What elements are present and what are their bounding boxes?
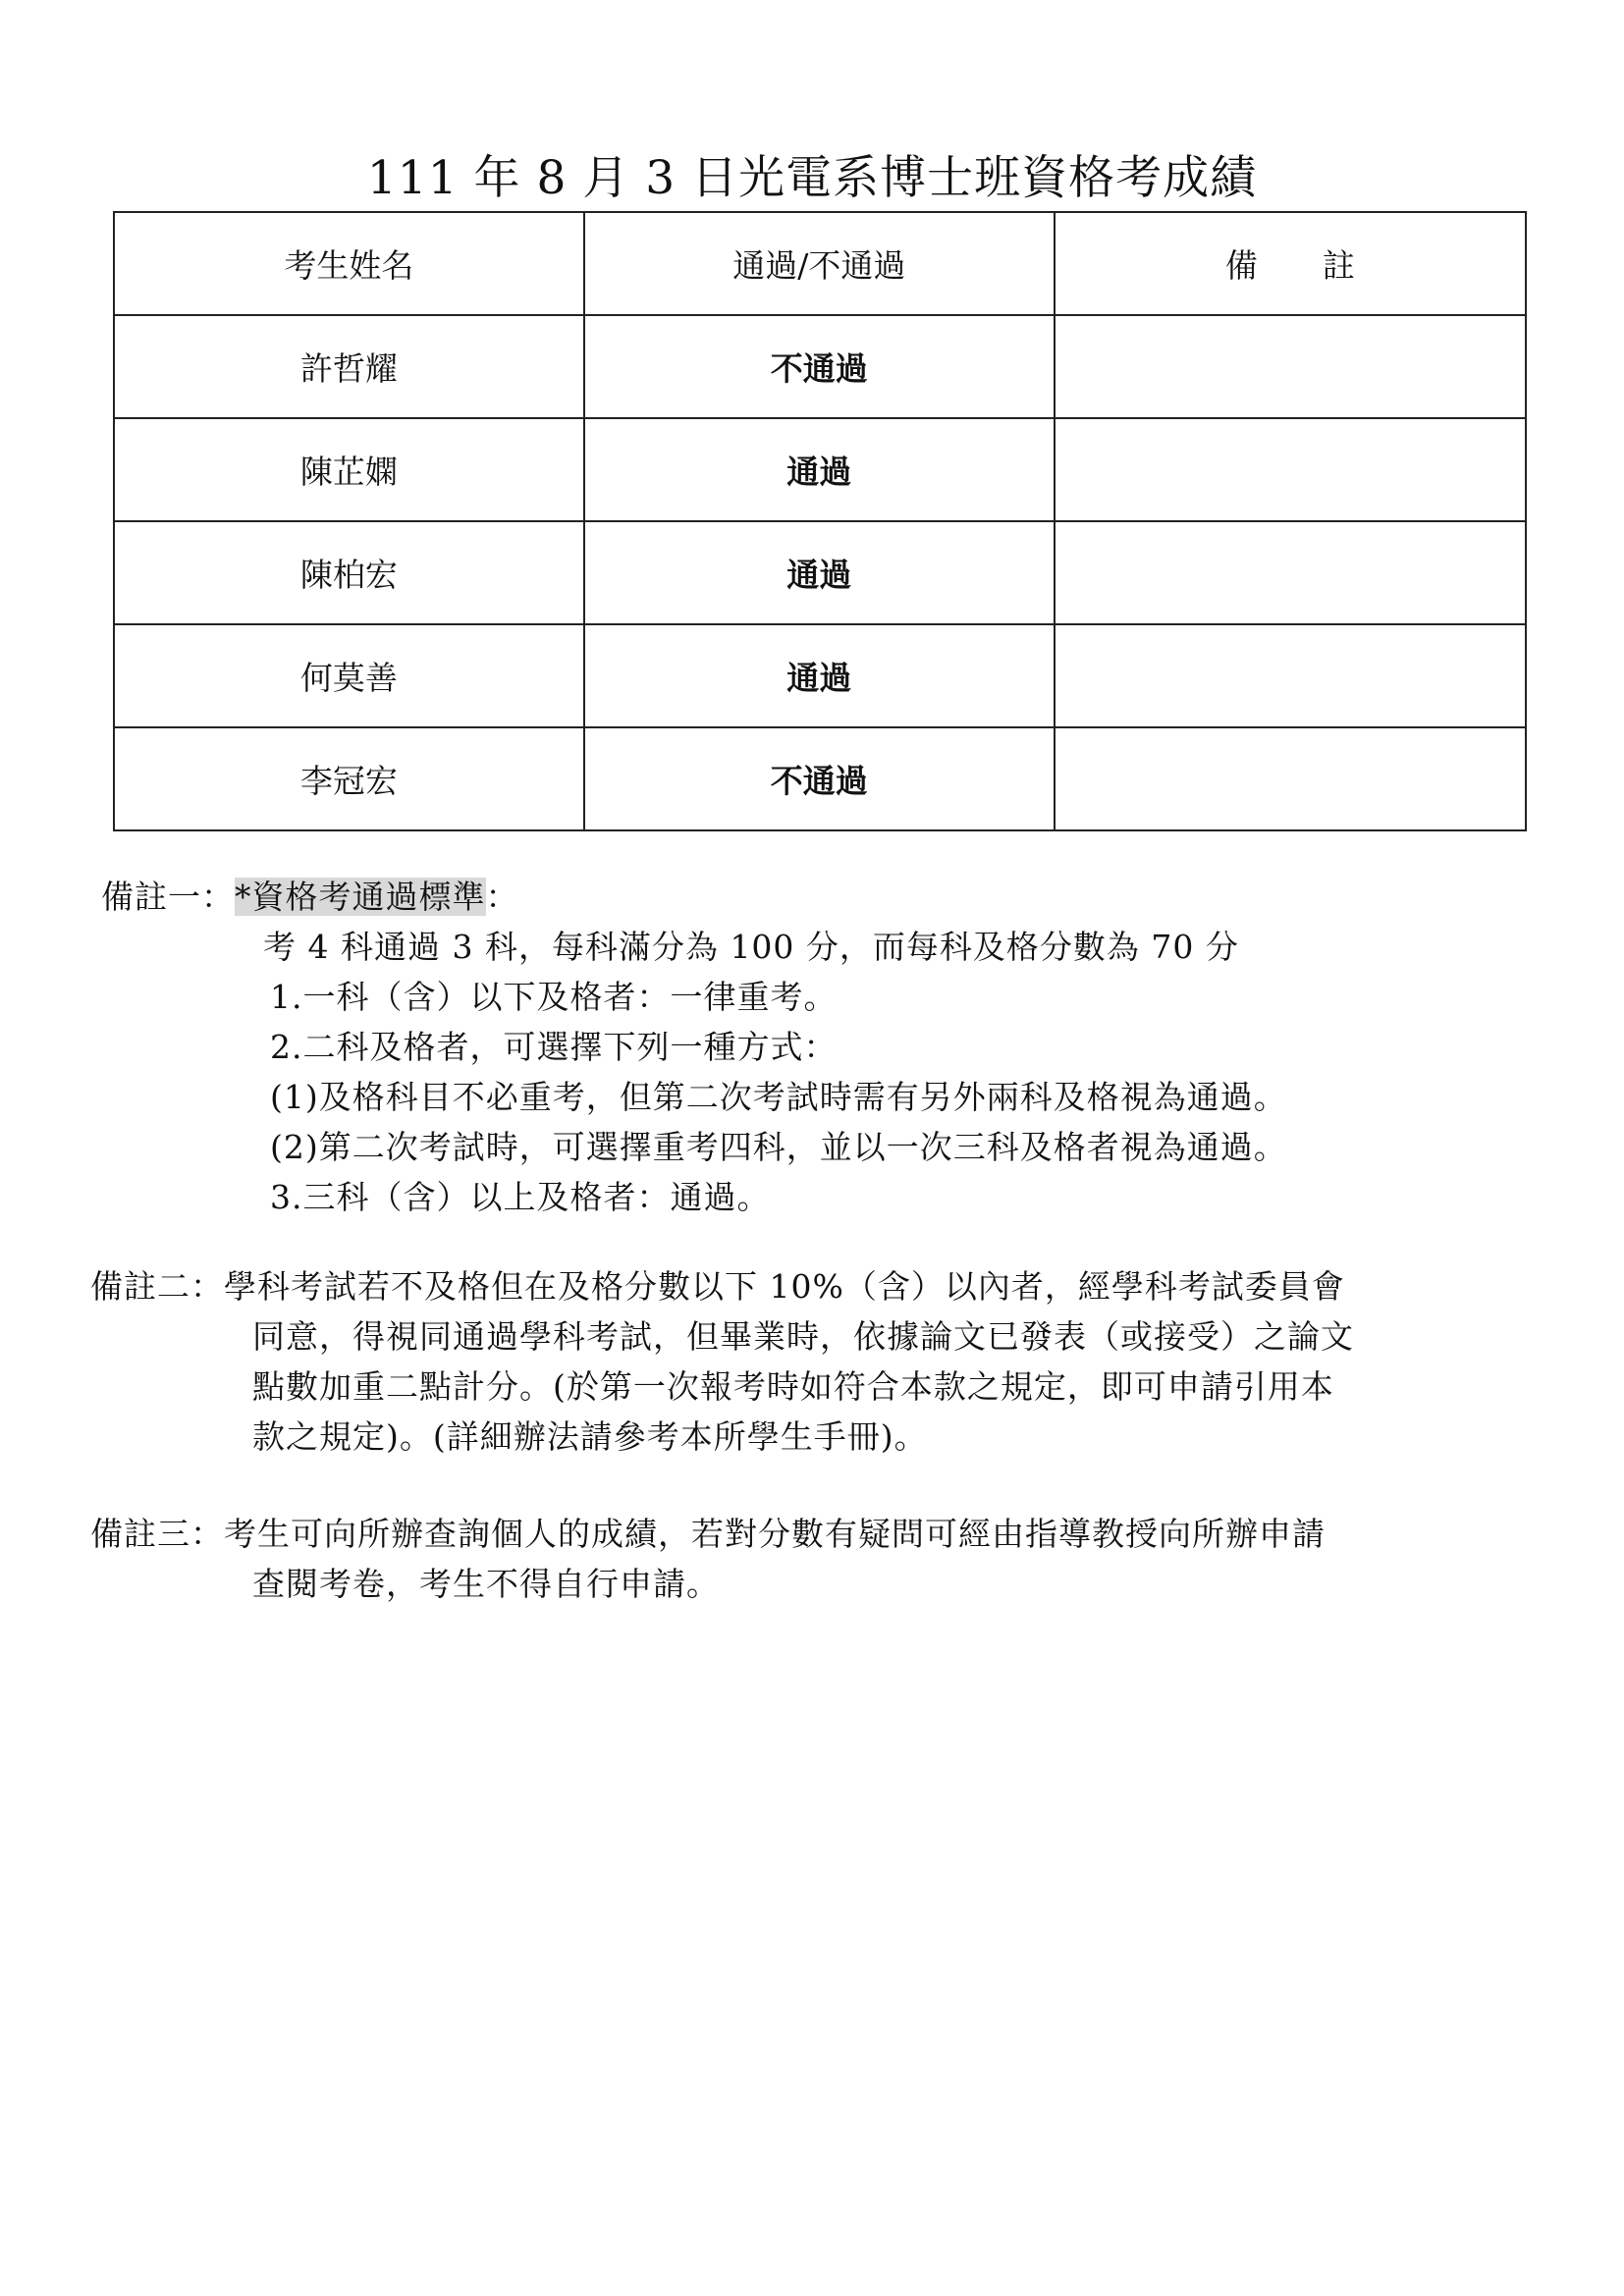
result-status: 通過	[584, 418, 1055, 521]
table-header-row	[114, 212, 1526, 315]
note-three-first-line	[90, 1509, 1534, 1559]
candidate-name: 陳芷嫻	[114, 418, 584, 521]
note-one-line: 2.二科及格者，可選擇下列一種方式：	[270, 1028, 838, 1066]
note-two-line: 點數加重二點計分。(於第一次報考時如符合本款之規定，即可申請引用本	[252, 1367, 1334, 1406]
column-header-remark: 備 註	[1055, 212, 1526, 315]
note-two	[90, 1261, 1534, 1462]
candidate-name: 陳柏宏	[114, 521, 584, 624]
remark-cell	[1055, 418, 1526, 521]
note-one-line: 3.三科（含）以上及格者：通過。	[270, 1178, 771, 1216]
note-two-first-line	[90, 1261, 1534, 1311]
candidate-name: 何莫善	[114, 624, 584, 727]
table-row	[114, 727, 1526, 830]
note-one-line: (2)第二次考試時，可選擇重考四科，並以一次三科及格者視為通過。	[270, 1128, 1287, 1166]
remark-cell	[1055, 624, 1526, 727]
remark-cell	[1055, 521, 1526, 624]
result-status: 通過	[584, 521, 1055, 624]
result-status: 不通過	[584, 315, 1055, 418]
table-row	[114, 418, 1526, 521]
results-table	[113, 211, 1527, 831]
note-three-label: 備註三：	[90, 1515, 224, 1553]
result-status: 不通過	[584, 727, 1055, 830]
note-one	[101, 872, 1287, 1222]
note-three-line: 考生可向所辦查詢個人的成績，若對分數有疑問可經由指導教授向所辦申請	[224, 1515, 1326, 1553]
note-three-line: 查閱考卷，考生不得自行申請。	[252, 1565, 720, 1603]
note-one-line: 1.一科（含）以下及格者：一律重考。	[270, 978, 838, 1016]
note-one-heading	[101, 872, 1287, 922]
candidate-name: 李冠宏	[114, 727, 584, 830]
column-header-result: 通過/不通過	[584, 212, 1055, 315]
note-one-line: 考 4 科通過 3 科，每科滿分為 100 分，而每科及格分數為 70 分	[263, 928, 1239, 966]
note-one-label: 備註一：	[101, 878, 235, 916]
table-row	[114, 315, 1526, 418]
candidate-name: 許哲耀	[114, 315, 584, 418]
table-row	[114, 624, 1526, 727]
remark-cell	[1055, 727, 1526, 830]
note-one-line: (1)及格科目不必重考，但第二次考試時需有另外兩科及格視為通過。	[270, 1078, 1287, 1116]
pass-criteria-heading: *資格考通過標準	[235, 878, 486, 916]
note-two-label: 備註二：	[90, 1267, 224, 1306]
note-two-line: 款之規定)。(詳細辦法請參考本所學生手冊)。	[252, 1417, 928, 1456]
page-title: 111 年 8 月 3 日光電系博士班資格考成績	[366, 151, 1258, 205]
note-two-line: 學科考試若不及格但在及格分數以下 10%（含）以內者，經學科考試委員會	[224, 1267, 1345, 1306]
note-two-line: 同意，得視同通過學科考試，但畢業時，依據論文已發表（或接受）之論文	[252, 1317, 1354, 1356]
result-status: 通過	[584, 624, 1055, 727]
note-one-colon: ：	[485, 878, 519, 916]
remark-cell	[1055, 315, 1526, 418]
table-row	[114, 521, 1526, 624]
note-three	[90, 1509, 1534, 1609]
column-header-name: 考生姓名	[114, 212, 584, 315]
